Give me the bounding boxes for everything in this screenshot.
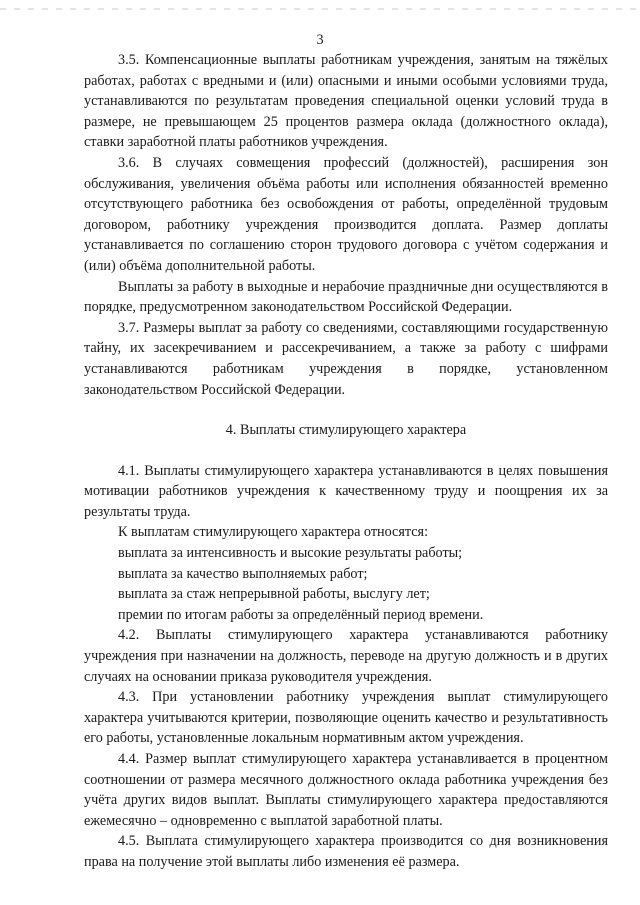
paragraph-3-7: 3.7. Размеры выплат за работу со сведениями, составляющими государственную тайну, их засекречиванием и рассекречиванием, а также за работу с шифрами устанавливаются работникам учреждения в порядке, установленном законодательством Российской Федерации. [84,319,608,398]
paragraph-3-5: 3.5. Компенсационные выплаты работникам учреждения, занятым на тяжёлых работах, работах с вредными и (или) опасными и иными особыми условиями труда, устанавливаются по результатам проведения специальной оценки условий труда в размере, не превышающем 25 процентов размера оклада (должностного оклада), ставки заработной платы работников учреждения. [84,52,608,151]
list-item: выплата за качество выполняемых работ; [118,565,368,582]
paragraph-3-6: 3.6. В случаях совмещения профессий (должностей), расширения зон обслуживания, увеличения объёма работы или исполнения обязанностей временно отсутствующего работника без освобождения от работы, определённой трудовым договором, работнику учреждения производится доплата. Размер доплаты устанавливается по соглашению сторон трудового договора с учётом содержания и (или) объёма дополнительной работы. [84,154,608,274]
list-intro: К выплатам стимулирующего характера относятся: [118,524,429,541]
paragraph-4-3: 4.3. При установлении работнику учреждения выплат стимулирующего характера учитываются критерии, позволяющие оценить качество и результативность его работы, установленные локальным нормативным актом учреждения. [84,689,608,747]
paragraph-weekend-pay: Выплаты за работу в выходные и нерабочие праздничные дни осуществляются в порядке, предусмотренном законодательством Российской Федерации. [84,278,608,316]
list-item: премии по итогам работы за определённый период времени. [118,606,484,623]
paragraph-4-4: 4.4. Размер выплат стимулирующего характера устанавливается в процентном соотношении от размера месячного должностного оклада работника учреждения без учёта других видов выплат. Выплаты стимулирующего характера предоставляются ежемесячно – одновременно с выплатой заработной платы. [84,751,608,829]
list-item: выплата за интенсивность и высокие результаты работы; [118,545,463,562]
scan-edge-artifact [0,8,640,10]
page-number: 3 [316,32,324,48]
section-heading: 4. Выплаты стимулирующего характера [225,422,467,439]
list-item: выплата за стаж непрерывной работы, выслугу лет; [118,586,430,603]
incentive-list [84,522,608,625]
paragraph-4-2: 4.2. Выплаты стимулирующего характера устанавливаются работнику учреждения при назначении на должность, переводе на другую должность и в других случаях на основании приказа руководителя учреждения. [84,627,608,685]
paragraph-4-5: 4.5. Выплата стимулирующего характера производится со дня возникновения права на получение этой выплаты либо изменения её размера. [84,833,608,870]
paragraph-4-1: 4.1. Выплаты стимулирующего характера устанавливаются в целях повышения мотивации работников учреждения к качественному труду и поощрения их за результаты труда. [84,462,608,520]
document-body [84,50,608,873]
